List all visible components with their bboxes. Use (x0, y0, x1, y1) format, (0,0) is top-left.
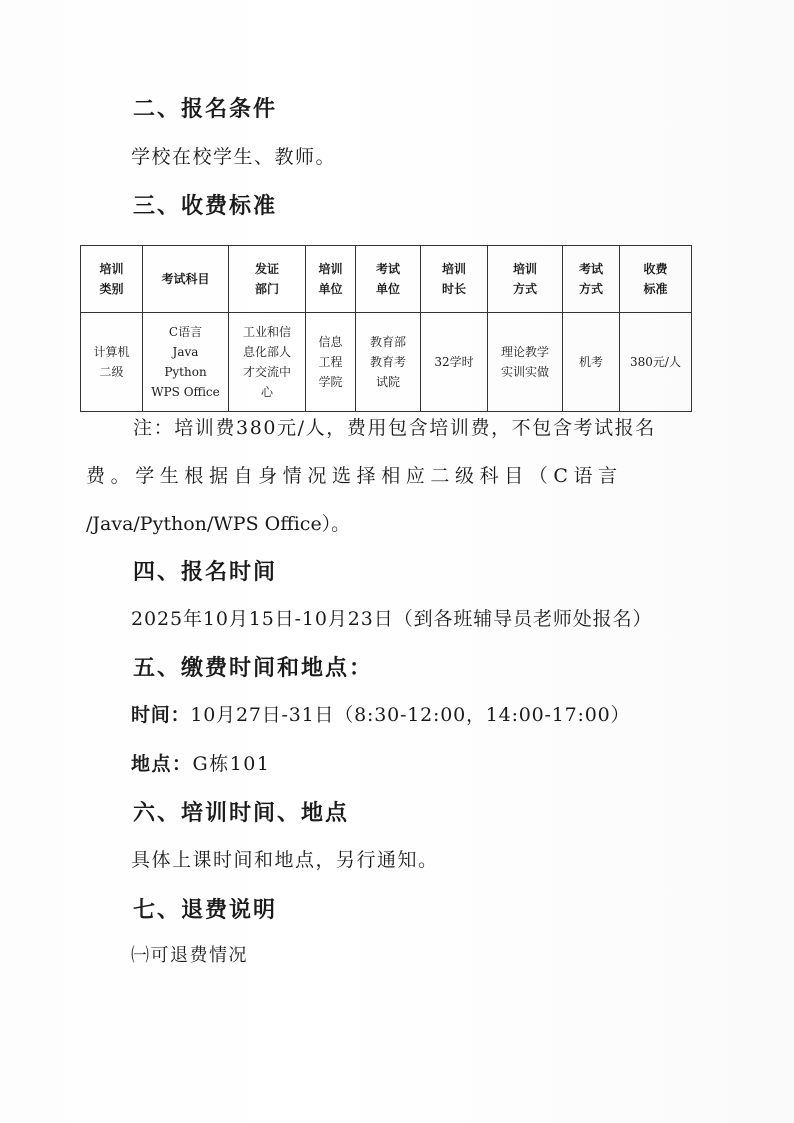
table-header-cell (356, 246, 421, 313)
table-cell-text: 计算机 (93, 345, 130, 359)
section-2-body: 学校在校学生、教师。 (131, 146, 337, 168)
payment-time (131, 700, 630, 727)
table-cell-text: 实训实做 (500, 365, 549, 379)
table-header-cell (620, 246, 692, 313)
note-line-1: 注：培训费380元/人，费用包含培训费，不包含考试报名 (133, 417, 656, 439)
section-4-heading: 四、报名时间 (133, 560, 278, 585)
table-cell-text: 心 (260, 385, 273, 399)
table-cell (81, 313, 143, 412)
fee-table (80, 245, 692, 412)
table-cell-text: 380元/人 (630, 355, 681, 369)
table-header-text: 培训 (318, 262, 343, 276)
payment-place (131, 749, 270, 776)
table-header-cell (563, 246, 620, 313)
table-cell-text: 学院 (318, 375, 343, 389)
table-header-text: 培训 (441, 262, 466, 276)
table-cell-text: Java (172, 345, 199, 359)
table-header-cell (488, 246, 563, 313)
table-header-cell (306, 246, 356, 313)
table-cell (229, 313, 306, 412)
table-cell-text: 息化部人 (242, 345, 291, 359)
table-cell-text: 32学时 (434, 355, 474, 369)
note-line-2: 费。学生根据自身情况选择相应二级科目（C语言 (86, 465, 623, 487)
table-cell-text: 机考 (578, 355, 603, 369)
table-cell-text: 工业和信 (242, 325, 291, 339)
table-header-text: 时长 (441, 282, 466, 296)
table-cell-text: 教育考 (369, 355, 406, 369)
table-header-text: 方式 (578, 282, 603, 296)
table-header-text: 培训 (99, 262, 124, 276)
table-header-text: 考试 (375, 262, 400, 276)
payment-time-value: 10月27日-31日（8:30-12:00，14:00-17:00） (190, 704, 631, 726)
payment-place-value: G栋101 (192, 753, 271, 775)
section-5-heading: 五、缴费时间和地点： (133, 656, 374, 681)
payment-time-label: 时间： (131, 704, 191, 726)
table-header-row (81, 246, 692, 313)
table-header-cell (421, 246, 488, 313)
section-6-body: 具体上课时间和地点，另行通知。 (131, 849, 439, 871)
table-cell (356, 313, 421, 412)
section-3-heading: 三、收费标准 (133, 194, 278, 219)
table-header-text: 单位 (375, 282, 400, 296)
table-header-cell (229, 246, 306, 313)
table-cell-text: 二级 (99, 365, 124, 379)
note-line-3: /Java/Python/WPS Office）。 (86, 513, 351, 535)
table-cell (143, 313, 229, 412)
table-cell-text: 试院 (375, 375, 400, 389)
section-7-heading: 七、退费说明 (133, 898, 278, 923)
table-header-text: 收费 (643, 262, 668, 276)
table-cell (488, 313, 563, 412)
table-header-cell (81, 246, 143, 313)
table-header-text: 部门 (254, 282, 279, 296)
table-cell-text: 教育部 (369, 335, 406, 349)
table-cell-text: C语言 (168, 325, 203, 339)
section-6-heading: 六、培训时间、地点 (133, 801, 350, 826)
section-2-heading: 二、报名条件 (133, 97, 278, 122)
section-7-subheading: ㈠可退费情况 (131, 945, 248, 966)
table-cell (563, 313, 620, 412)
table-header-text: 单位 (318, 282, 343, 296)
table-cell (306, 313, 356, 412)
section-4-body: 2025年10月15日-10月23日（到各班辅导员老师处报名） (131, 608, 653, 630)
table-header-text: 方式 (512, 282, 537, 296)
table-cell-text: Python (164, 365, 207, 379)
table-row (81, 313, 692, 412)
table-cell-text: WPS Office (151, 385, 220, 399)
table-header-text: 培训 (512, 262, 537, 276)
table-header-text: 考试科目 (161, 272, 210, 286)
payment-place-label: 地点： (131, 753, 193, 775)
table-header-text: 考试 (578, 262, 603, 276)
table-header-text: 发证 (254, 262, 279, 276)
table-cell-text: 工程 (318, 355, 343, 369)
table-header-cell (143, 246, 229, 313)
table-header-text: 标准 (643, 282, 668, 296)
table-cell-text: 才交流中 (242, 365, 291, 379)
table-cell-text: 理论教学 (500, 345, 549, 359)
table-header-text: 类别 (99, 282, 124, 296)
table-cell (421, 313, 488, 412)
table-cell-text: 信息 (318, 335, 343, 349)
table-cell (620, 313, 692, 412)
